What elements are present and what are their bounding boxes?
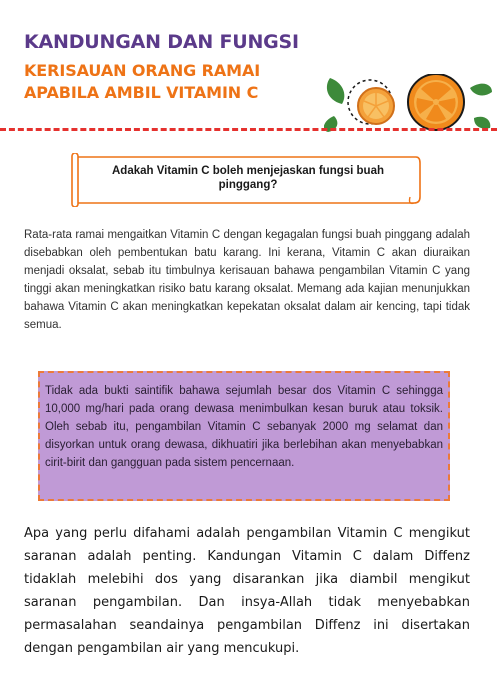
page-title: KANDUNGAN DAN FUNGSI [24, 31, 299, 53]
header-divider [0, 128, 497, 131]
callout-box [38, 371, 450, 501]
page-subtitle [24, 60, 260, 104]
body-paragraph-1: Rata-rata ramai mengaitkan Vitamin C dengan kegagalan fungsi buah pinggang adalah disebabkan oleh pembentukan batu karang. Ini kerana, Vitamin C akan diuraikan menjadi oksalat, sebab itu timbulnya kerisauan bahawa pengambilan Vitamin C yang tinggi akan meningkatkan risiko batu karang oksalat. Memang ada kajian menunjukkan bahawa Vitamin C akan meningkatkan kepekatan oksalat dalam air kencing, tapi tidak semua. [24, 229, 470, 331]
body-paragraph-2: Apa yang perlu difahami adalah pengambilan Vitamin C mengikut saranan adalah penting. Kandungan Vitamin C dalam Diffenz tidaklah melebihi dos yang disarankan jika diambil mengikut saranan pengambilan. Dan insya-Allah tidak menyebabkan permasalahan seandainya pengambilan Diffenz ini disertakan dengan pengambilan air yang mencukupi. [24, 526, 470, 656]
orange-slices-icon [324, 74, 494, 132]
banner-question: Adakah Vitamin C boleh menjejaskan fungsi buah pinggang? [111, 165, 384, 191]
subtitle-line-1: KERISAUAN ORANG RAMAI [24, 61, 261, 80]
callout-text: Tidak ada bukti saintifik bahawa sejumlah besar dos Vitamin C sehingga 10,000 mg/hari pada orang dewasa menimbulkan kesan buruk atau toksik. Oleh sebab itu, pengambilan Vitamin C sebanyak 2000 mg selamat dan disyorkan untuk orang dewasa, dikhuatiri jika berlebihan akan menyebabkan cirit-birit dan gangguan pada sistem pencernaan. [45, 385, 443, 469]
subtitle-line-2: APABILA AMBIL VITAMIN C [24, 83, 259, 102]
